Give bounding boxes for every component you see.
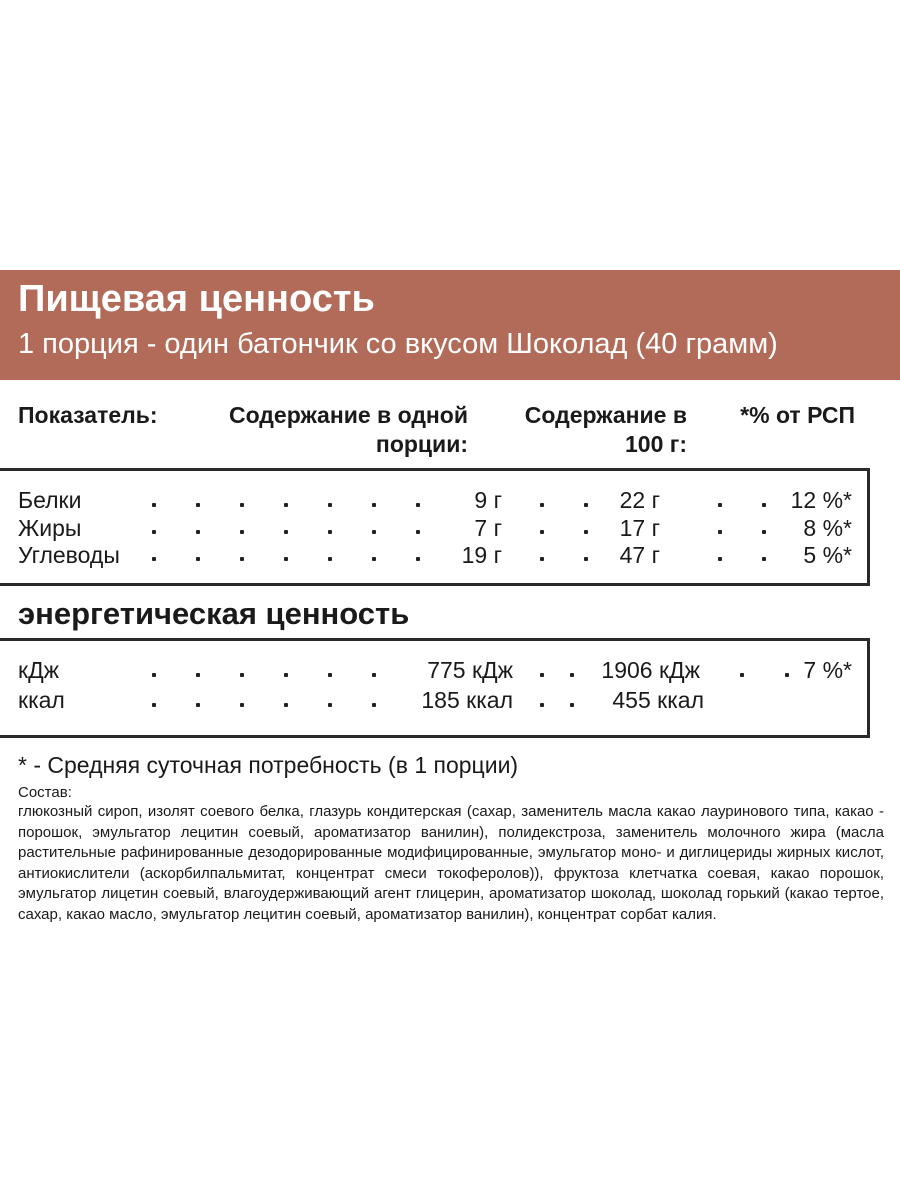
leader-dot (584, 557, 588, 561)
page-title: Пищевая ценность (18, 278, 375, 320)
nutrient-name: Жиры (18, 515, 82, 541)
leader-dot (718, 530, 722, 534)
leader-dot (284, 503, 288, 507)
nutrient-portion: 7 г (474, 515, 502, 541)
nutrient-name: Белки (18, 487, 82, 513)
energy-name: кДж (18, 657, 60, 683)
divider-top (0, 468, 870, 471)
leader-dot (240, 503, 244, 507)
leader-dot (196, 530, 200, 534)
leader-dot (372, 673, 376, 677)
nutrient-rsp: 8 %* (803, 515, 852, 541)
column-header-per-portion-line1: Содержание в одной (228, 402, 468, 428)
energy-rsp: 7 %* (803, 657, 852, 683)
column-header-indicator: Показатель: (18, 402, 158, 428)
leader-dot (328, 557, 332, 561)
leader-dot (372, 557, 376, 561)
column-header-per-100g (525, 401, 687, 459)
leader-dot (372, 530, 376, 534)
leader-dot (284, 530, 288, 534)
leader-dot (328, 530, 332, 534)
leader-dot (196, 703, 200, 707)
nutrient-portion: 9 г (474, 487, 502, 513)
leader-dot (240, 557, 244, 561)
composition-label: Состав: (18, 784, 72, 801)
column-header-per-portion (229, 401, 468, 459)
leader-dot (152, 530, 156, 534)
nutrient-row-fat (0, 514, 900, 542)
leader-dot (240, 673, 244, 677)
leader-dot (328, 703, 332, 707)
leader-dot (152, 557, 156, 561)
energy-row-kcal (0, 686, 900, 714)
energy-section-title: энергетическая ценность (18, 596, 410, 631)
header-banner (0, 270, 900, 380)
nutrient-rsp: 12 %* (790, 487, 852, 513)
leader-dot (372, 503, 376, 507)
leader-dot (718, 557, 722, 561)
nutrient-name: Углеводы (18, 542, 120, 568)
energy-row-kj (0, 656, 900, 684)
leader-dot (240, 530, 244, 534)
leader-dot (284, 703, 288, 707)
leader-dot (152, 703, 156, 707)
leader-dot (152, 673, 156, 677)
leader-dot (152, 503, 156, 507)
leader-dot (762, 503, 766, 507)
nutrient-rsp: 5 %* (803, 542, 852, 568)
nutrient-row-protein (0, 486, 900, 514)
leader-dot (196, 503, 200, 507)
column-header-per-100g-line2: 100 г: (624, 431, 687, 457)
composition-text: глюкозный сироп, изолят соевого белка, глазурь кондитерская (сахар, заменитель масла какао лауринового типа, какао - порошок, эмульгатор лецитин соевый, ароматизатор ванилин), полидекстроза, заменитель молочного жира (масла растительные рафинированные дезодорированные модифицированные, эмульгатор моно- и диглицериды жирных кислот, антиокислители (аскорбилпальмитат, концентрат смеси токоферолов)), фруктоза клетчатка соевая, какао порошок, эмульгатор лицетин соевый, влагоудерживающий агент глицерин, ароматизатор шоколад, шоколад горький (какао тертое, сахар, какао масло, эмульгатор лецитин соевый, ароматизатор ванилин), концентрат сорбат калия. (18, 803, 884, 923)
page-subtitle: 1 порция - один батончик со вкусом Шоколад (40 грамм) (18, 328, 778, 360)
leader-dot (740, 673, 744, 677)
leader-dot (416, 530, 420, 534)
divider-energy-bottom (0, 735, 870, 738)
leader-dot (540, 503, 544, 507)
nutrient-per100: 47 г (619, 542, 660, 568)
leader-dot (196, 673, 200, 677)
leader-dot (540, 673, 544, 677)
column-header-rsp: *% от РСП (740, 402, 855, 428)
leader-dot (584, 530, 588, 534)
leader-dot (416, 557, 420, 561)
leader-dot (540, 530, 544, 534)
energy-portion: 185 ккал (421, 687, 513, 713)
leader-dot (540, 703, 544, 707)
leader-dot (284, 673, 288, 677)
energy-portion: 775 кДж (427, 657, 513, 683)
column-header-per-portion-line2: порции: (375, 431, 468, 457)
divider-nutrients-bottom (0, 583, 870, 586)
column-header-per-100g-line1: Содержание в (524, 402, 687, 428)
nutrient-per100: 22 г (619, 487, 660, 513)
leader-dot (328, 673, 332, 677)
divider-energy-top (0, 638, 870, 641)
leader-dot (570, 673, 574, 677)
leader-dot (762, 530, 766, 534)
leader-dot (284, 557, 288, 561)
energy-per100: 455 ккал (612, 687, 704, 713)
leader-dot (416, 503, 420, 507)
nutrient-portion: 19 г (461, 542, 502, 568)
energy-per100: 1906 кДж (601, 657, 700, 683)
leader-dot (328, 503, 332, 507)
nutrient-row-carbs (0, 541, 900, 569)
leader-dot (584, 503, 588, 507)
leader-dot (240, 703, 244, 707)
leader-dot (762, 557, 766, 561)
leader-dot (785, 673, 789, 677)
leader-dot (570, 703, 574, 707)
energy-name: ккал (18, 687, 65, 713)
leader-dot (540, 557, 544, 561)
leader-dot (372, 703, 376, 707)
footnote: * - Средняя суточная потребность (в 1 порции) (18, 752, 519, 778)
leader-dot (196, 557, 200, 561)
leader-dot (718, 503, 722, 507)
nutrient-per100: 17 г (619, 515, 660, 541)
